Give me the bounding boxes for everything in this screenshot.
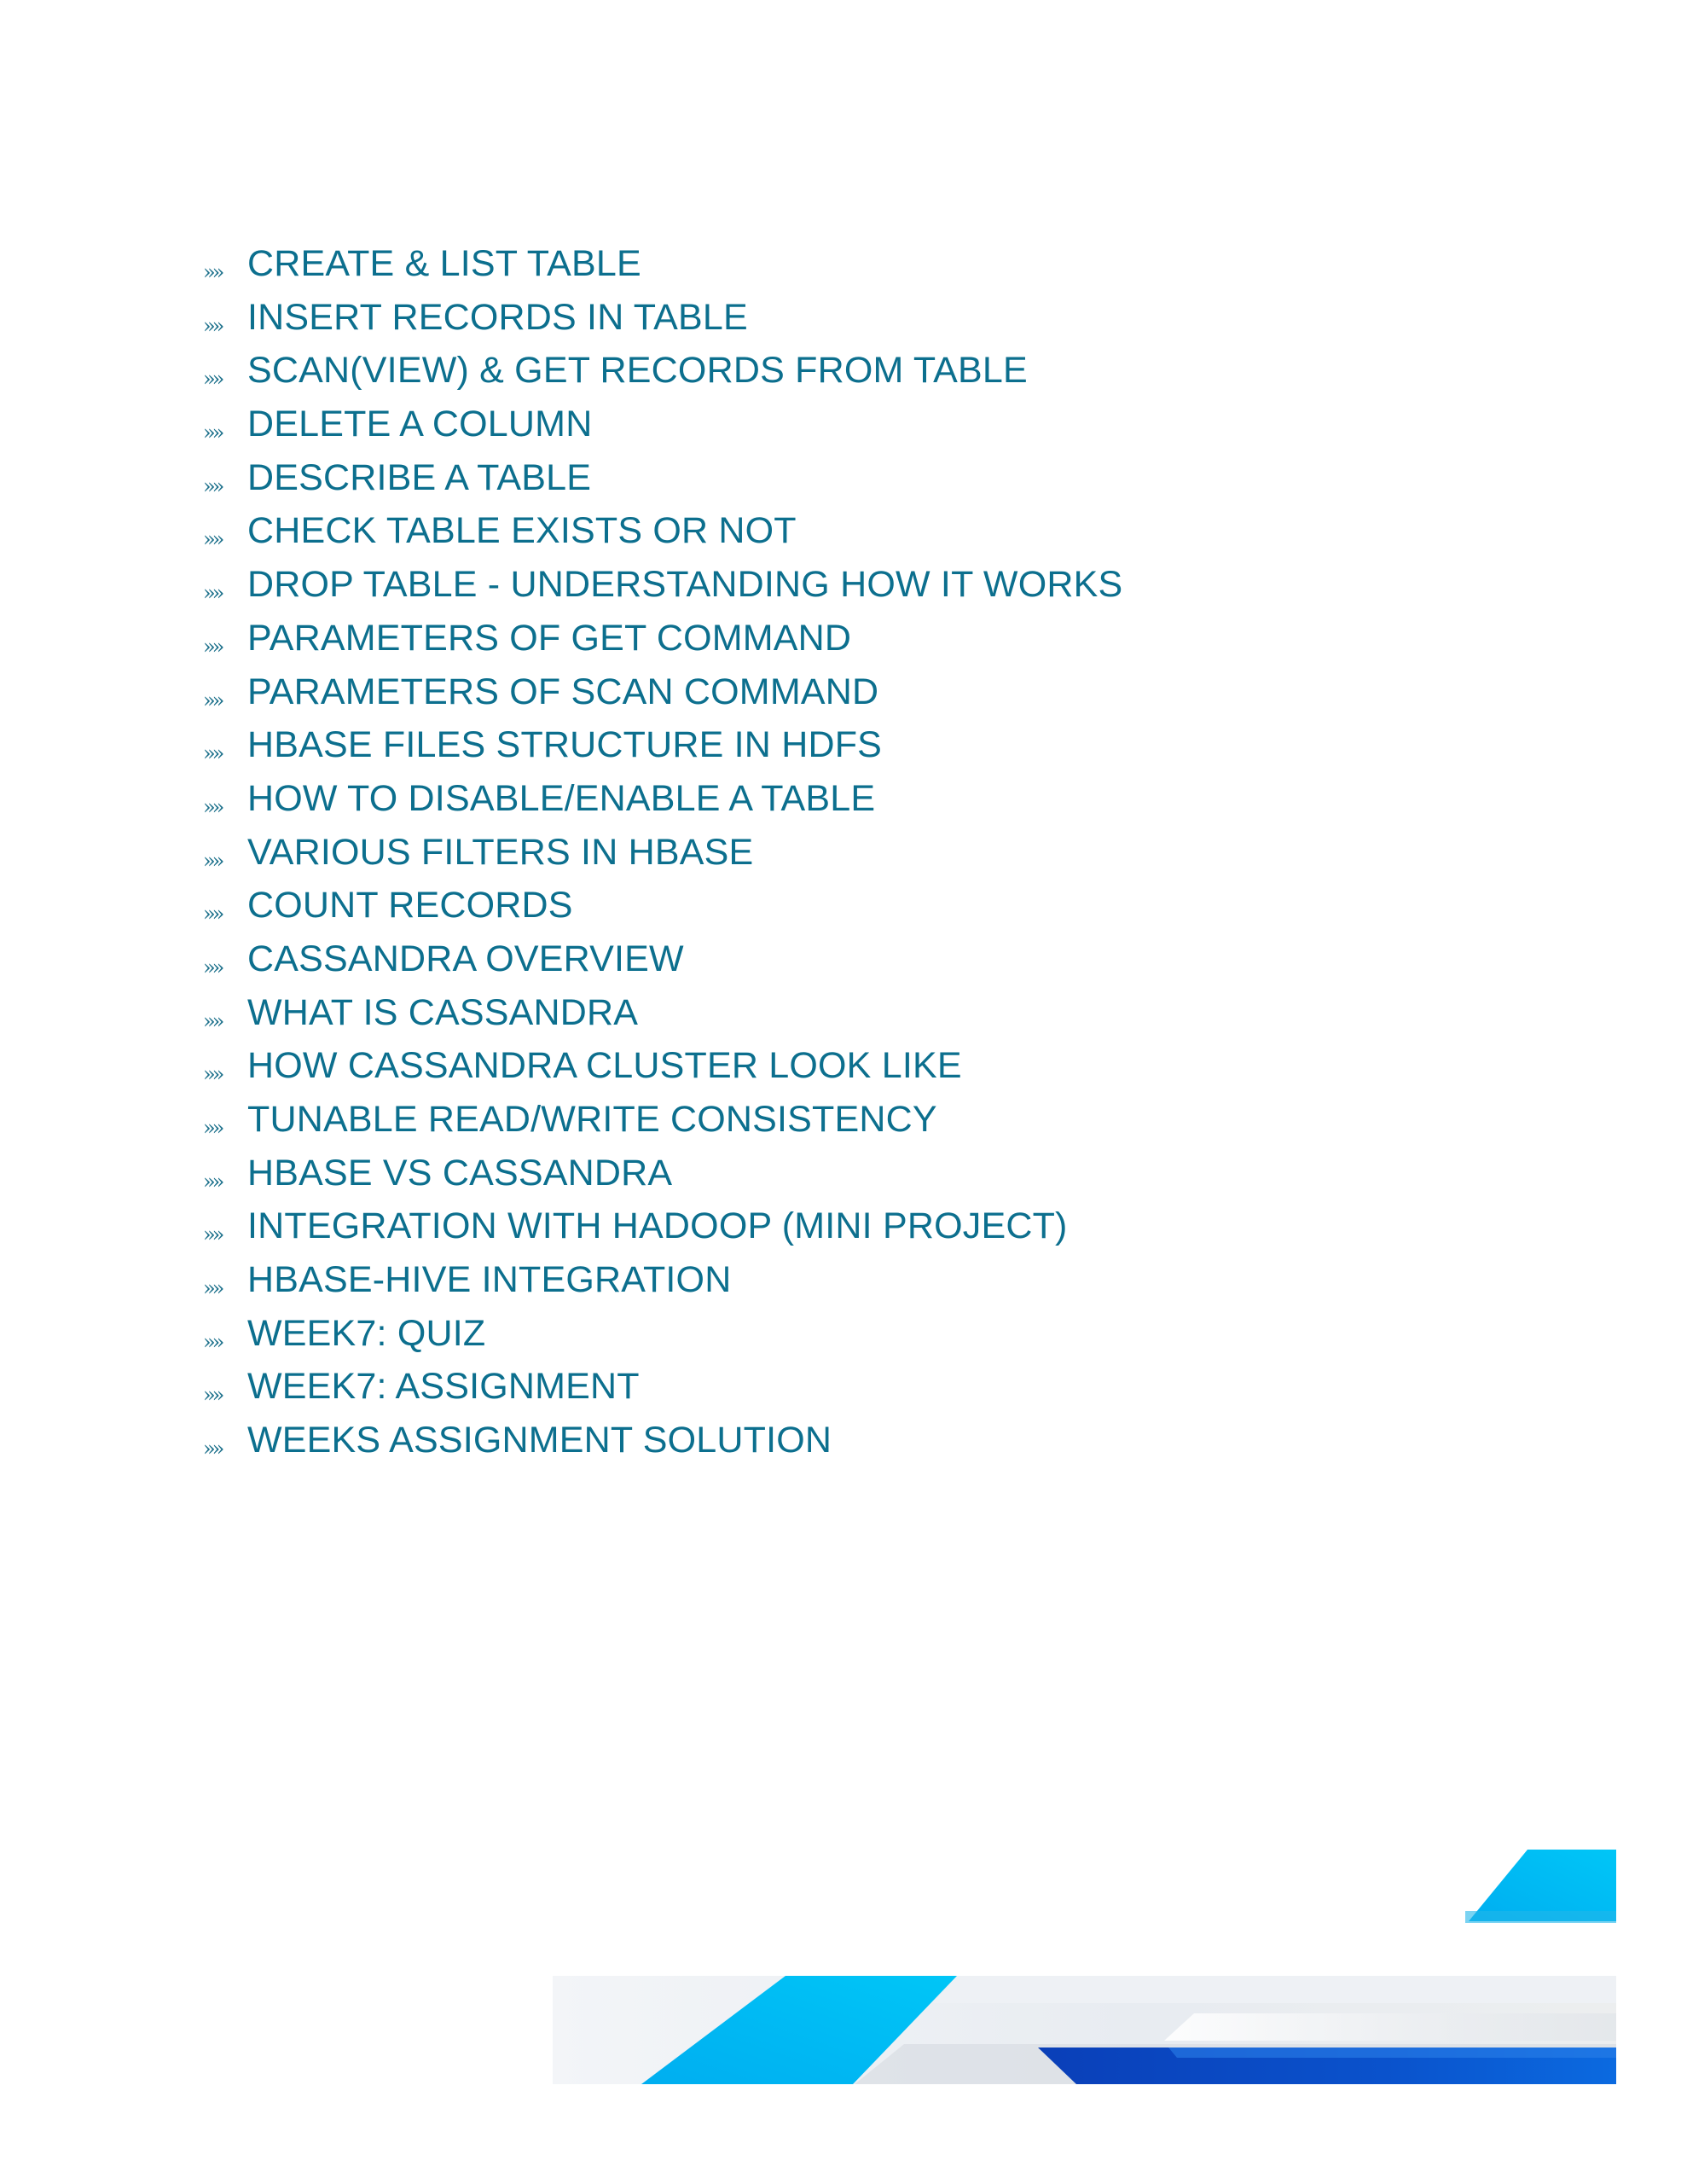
toc-item-label: HOW TO DISABLE/ENABLE A TABLE — [247, 777, 876, 819]
bullet-marker: »» — [203, 260, 222, 284]
bullet-marker: »» — [203, 848, 222, 873]
toc-item-label: WEEKS ASSIGNMENT SOLUTION — [247, 1420, 832, 1461]
toc-item-label: CHECK TABLE EXISTS OR NOT — [247, 510, 797, 552]
toc-item-label: DESCRIBE A TABLE — [247, 456, 592, 498]
bullet-marker: »» — [203, 473, 222, 498]
toc-item-label: HBASE FILES STRUCTURE IN HDFS — [247, 724, 883, 766]
toc-item-label: COUNT RECORDS — [247, 885, 573, 926]
bullet-marker: »» — [203, 1223, 222, 1247]
bullet-marker: »» — [203, 741, 222, 766]
bullet-marker: »» — [203, 1116, 222, 1140]
footer-blue-bar-highlight — [1168, 2048, 1616, 2058]
corner-accent-shape — [1469, 1850, 1616, 1921]
toc-item-label: INSERT RECORDS IN TABLE — [247, 296, 748, 338]
bullet-marker: »» — [203, 1062, 222, 1087]
toc-item-label: CASSANDRA OVERVIEW — [247, 938, 684, 979]
bullet-marker: »» — [203, 688, 222, 712]
toc-item-label: DELETE A COLUMN — [247, 404, 593, 445]
toc-item-label: PARAMETERS OF SCAN COMMAND — [247, 671, 879, 712]
bullet-marker: »» — [203, 527, 222, 552]
toc-item-label: HOW CASSANDRA CLUSTER LOOK LIKE — [247, 1045, 962, 1087]
toc-item-label: TUNABLE READ/WRITE CONSISTENCY — [247, 1099, 937, 1140]
bullet-marker: »» — [203, 1329, 222, 1354]
toc-item-label: HBASE VS CASSANDRA — [247, 1152, 673, 1194]
bullet-marker: »» — [203, 1383, 222, 1408]
toc-item-label: SCAN(VIEW) & GET RECORDS FROM TABLE — [247, 350, 1028, 392]
bullet-marker: »» — [203, 955, 222, 979]
footer-light-streak-2 — [1164, 2013, 1616, 2041]
toc-item-label: WHAT IS CASSANDRA — [247, 991, 639, 1033]
toc-item-label: INTEGRATION WITH HADOOP (MINI PROJECT) — [247, 1205, 1068, 1247]
bullet-marker: »» — [203, 313, 222, 338]
toc-item-label: HBASE-HIVE INTEGRATION — [247, 1259, 732, 1301]
toc-item-label: VARIOUS FILTERS IN HBASE — [247, 831, 754, 873]
bullet-marker: »» — [203, 1276, 222, 1301]
toc-item-label: WEEK7: QUIZ — [247, 1312, 486, 1354]
bullet-marker: »» — [203, 1437, 222, 1461]
toc-item-label: WEEK7: ASSIGNMENT — [247, 1366, 640, 1408]
toc-item-label: DROP TABLE - UNDERSTANDING HOW IT WORKS — [247, 564, 1123, 606]
bullet-marker: »» — [203, 634, 222, 659]
bullet-marker: »» — [203, 902, 222, 926]
bullet-marker: »» — [203, 421, 222, 445]
bullet-marker: »» — [203, 367, 222, 392]
bullet-marker: »» — [203, 1169, 222, 1194]
toc-item-label: PARAMETERS OF GET COMMAND — [247, 617, 852, 659]
toc-item-label: CREATE & LIST TABLE — [247, 243, 641, 284]
footer-light-streak — [933, 1976, 1616, 2003]
bullet-marker: »» — [203, 581, 222, 606]
bullet-marker: »» — [203, 794, 222, 819]
bullet-marker: »» — [203, 1008, 222, 1033]
corner-accent-shadow — [1465, 1911, 1616, 1923]
